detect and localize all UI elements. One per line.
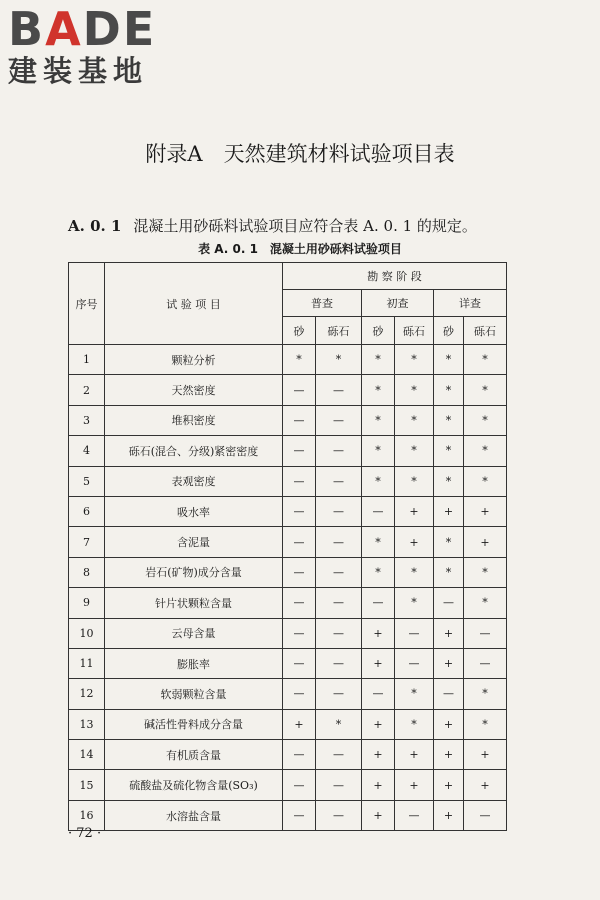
table-row <box>69 436 507 466</box>
header-sub-sand: 砂 <box>434 317 464 345</box>
row-mark: * <box>395 588 434 618</box>
row-mark: * <box>434 436 464 466</box>
row-number: 11 <box>69 648 105 678</box>
table-row <box>69 709 507 739</box>
row-mark: — <box>464 800 507 830</box>
table-row <box>69 679 507 709</box>
table-row <box>69 557 507 587</box>
row-mark: * <box>434 345 464 375</box>
row-number: 6 <box>69 496 105 526</box>
row-number: 15 <box>69 770 105 800</box>
row-number: 14 <box>69 740 105 770</box>
row-mark: + <box>395 496 434 526</box>
row-mark: + <box>395 740 434 770</box>
row-mark: * <box>464 405 507 435</box>
row-mark: + <box>362 618 395 648</box>
row-number: 9 <box>69 588 105 618</box>
row-mark: + <box>362 648 395 678</box>
row-number: 1 <box>69 345 105 375</box>
row-mark: * <box>316 345 362 375</box>
logo-wordmark <box>8 4 156 54</box>
row-item: 岩石(矿物)成分含量 <box>105 557 283 587</box>
row-item: 膨胀率 <box>105 648 283 678</box>
row-mark: * <box>362 527 395 557</box>
row-mark: * <box>434 405 464 435</box>
table-body <box>69 345 507 831</box>
row-mark: — <box>316 496 362 526</box>
row-mark: — <box>316 375 362 405</box>
logo-letter-a: A <box>45 2 83 56</box>
row-mark: * <box>362 436 395 466</box>
row-number: 4 <box>69 436 105 466</box>
row-mark: * <box>395 466 434 496</box>
row-mark: + <box>464 740 507 770</box>
row-number: 10 <box>69 618 105 648</box>
row-mark: + <box>464 527 507 557</box>
row-mark: — <box>434 588 464 618</box>
row-mark: * <box>464 436 507 466</box>
row-mark: — <box>283 588 316 618</box>
row-item: 砾石(混合、分级)紧密密度 <box>105 436 283 466</box>
row-mark: — <box>283 496 316 526</box>
row-number: 16 <box>69 800 105 830</box>
row-mark: — <box>316 740 362 770</box>
row-mark: * <box>362 345 395 375</box>
row-mark: — <box>316 436 362 466</box>
table-row <box>69 588 507 618</box>
row-mark: * <box>395 679 434 709</box>
row-mark: * <box>395 436 434 466</box>
row-mark: — <box>316 588 362 618</box>
row-mark: * <box>316 709 362 739</box>
row-item: 堆积密度 <box>105 405 283 435</box>
header-sub-gravel: 砾石 <box>395 317 434 345</box>
row-mark: * <box>395 709 434 739</box>
row-mark: — <box>283 405 316 435</box>
row-item: 表观密度 <box>105 466 283 496</box>
clause-text: 混凝土用砂砾料试验项目应符合表 A. 0. 1 的规定。 <box>133 217 477 235</box>
row-mark: + <box>434 740 464 770</box>
row-mark: + <box>362 740 395 770</box>
row-mark: + <box>434 648 464 678</box>
row-item: 吸水率 <box>105 496 283 526</box>
row-number: 2 <box>69 375 105 405</box>
row-item: 水溶盐含量 <box>105 800 283 830</box>
row-mark: — <box>464 618 507 648</box>
table-row <box>69 527 507 557</box>
row-mark: * <box>464 557 507 587</box>
header-no: 序号 <box>69 263 105 345</box>
table-row <box>69 800 507 830</box>
table-row <box>69 618 507 648</box>
row-mark: * <box>395 375 434 405</box>
row-item: 有机质含量 <box>105 740 283 770</box>
header-sub-sand: 砂 <box>283 317 316 345</box>
row-mark: * <box>362 405 395 435</box>
row-item: 软弱颗粒含量 <box>105 679 283 709</box>
row-mark: * <box>464 679 507 709</box>
row-mark: + <box>362 800 395 830</box>
header-item: 试 验 项 目 <box>105 263 283 345</box>
row-mark: — <box>464 648 507 678</box>
row-mark: — <box>316 679 362 709</box>
row-mark: — <box>316 618 362 648</box>
row-mark: * <box>395 557 434 587</box>
row-item: 含泥量 <box>105 527 283 557</box>
row-mark: — <box>362 496 395 526</box>
row-mark: + <box>395 770 434 800</box>
row-mark: — <box>283 648 316 678</box>
row-mark: — <box>283 740 316 770</box>
table-row <box>69 740 507 770</box>
row-mark: — <box>316 800 362 830</box>
header-stage-preliminary: 初查 <box>362 290 434 317</box>
row-number: 3 <box>69 405 105 435</box>
row-mark: * <box>283 345 316 375</box>
row-mark: + <box>434 496 464 526</box>
row-mark: — <box>283 618 316 648</box>
header-stage-survey: 普查 <box>283 290 362 317</box>
table-caption: 表 A. 0. 1 混凝土用砂砾料试验项目 <box>198 242 402 256</box>
row-mark: — <box>316 405 362 435</box>
logo-letter-b: B <box>8 2 46 56</box>
row-item: 天然密度 <box>105 375 283 405</box>
row-mark: — <box>283 436 316 466</box>
row-mark: * <box>395 345 434 375</box>
row-mark: + <box>362 770 395 800</box>
row-mark: * <box>464 709 507 739</box>
header-sub-sand: 砂 <box>362 317 395 345</box>
table-row <box>69 375 507 405</box>
row-mark: — <box>316 466 362 496</box>
row-mark: * <box>464 345 507 375</box>
header-sub-gravel: 砾石 <box>464 317 507 345</box>
row-mark: — <box>283 557 316 587</box>
row-mark: * <box>362 466 395 496</box>
row-mark: + <box>434 800 464 830</box>
row-mark: + <box>464 496 507 526</box>
row-mark: + <box>434 618 464 648</box>
row-mark: * <box>434 557 464 587</box>
test-items-table <box>68 262 507 831</box>
row-mark: — <box>395 618 434 648</box>
row-number: 7 <box>69 527 105 557</box>
row-mark: — <box>395 800 434 830</box>
header-stage: 勘 察 阶 段 <box>283 263 507 290</box>
bade-logo <box>8 4 156 88</box>
row-mark: — <box>283 770 316 800</box>
row-mark: — <box>434 679 464 709</box>
appendix-title: 附录A 天然建筑材料试验项目表 <box>145 142 455 166</box>
row-number: 12 <box>69 679 105 709</box>
table-row <box>69 345 507 375</box>
row-item: 云母含量 <box>105 618 283 648</box>
row-item: 针片状颗粒含量 <box>105 588 283 618</box>
row-number: 5 <box>69 466 105 496</box>
row-mark: * <box>362 557 395 587</box>
table-row <box>69 648 507 678</box>
row-item: 硫酸盐及硫化物含量(SO₃) <box>105 770 283 800</box>
table-row <box>69 496 507 526</box>
clause-number: A. 0. 1 <box>68 217 122 235</box>
row-mark: — <box>283 800 316 830</box>
row-mark: — <box>316 557 362 587</box>
header-sub-gravel: 砾石 <box>316 317 362 345</box>
row-mark: — <box>316 527 362 557</box>
logo-letters-de: DE <box>82 2 157 56</box>
row-mark: — <box>283 527 316 557</box>
row-mark: — <box>362 588 395 618</box>
row-mark: — <box>283 466 316 496</box>
row-mark: — <box>316 770 362 800</box>
row-mark: — <box>362 679 395 709</box>
row-mark: — <box>283 375 316 405</box>
row-item: 碱活性骨料成分含量 <box>105 709 283 739</box>
row-mark: + <box>283 709 316 739</box>
row-mark: — <box>283 679 316 709</box>
row-mark: — <box>316 648 362 678</box>
row-mark: + <box>395 527 434 557</box>
logo-subtitle: 建装基地 <box>8 54 149 88</box>
row-mark: — <box>395 648 434 678</box>
table-row <box>69 405 507 435</box>
row-mark: + <box>434 770 464 800</box>
row-mark: * <box>464 588 507 618</box>
row-mark: * <box>362 375 395 405</box>
row-mark: * <box>434 466 464 496</box>
clause <box>68 215 477 236</box>
row-mark: * <box>464 466 507 496</box>
row-mark: + <box>464 770 507 800</box>
row-mark: * <box>395 405 434 435</box>
row-mark: * <box>434 375 464 405</box>
row-mark: * <box>434 527 464 557</box>
page-number: · 72 · <box>68 826 102 841</box>
table-row <box>69 770 507 800</box>
row-mark: + <box>362 709 395 739</box>
header-stage-detailed: 详查 <box>434 290 507 317</box>
row-item: 颗粒分析 <box>105 345 283 375</box>
row-number: 8 <box>69 557 105 587</box>
row-number: 13 <box>69 709 105 739</box>
row-mark: * <box>464 375 507 405</box>
table-row <box>69 466 507 496</box>
row-mark: + <box>434 709 464 739</box>
